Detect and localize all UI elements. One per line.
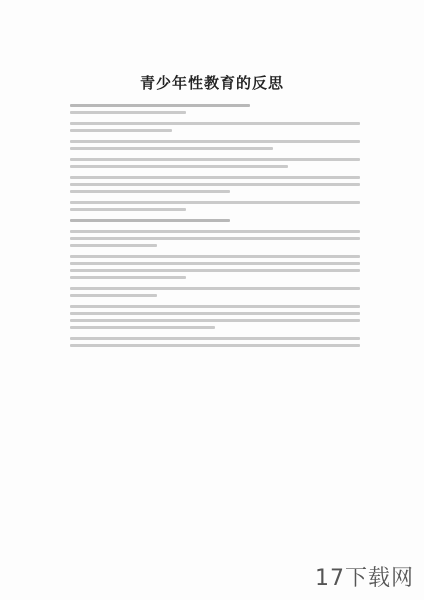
paragraph: [70, 158, 360, 168]
document-title: 青少年性教育的反思: [139, 74, 284, 92]
paragraph: [70, 305, 360, 329]
paragraph: [70, 140, 360, 150]
paragraph: [70, 122, 360, 132]
document-body: [70, 100, 360, 355]
paragraph: [70, 176, 360, 193]
paragraph: [70, 104, 360, 114]
paragraph: [70, 219, 360, 222]
paragraph: [70, 201, 360, 211]
paragraph: [70, 287, 360, 297]
paragraph: [70, 337, 360, 347]
paragraph: [70, 230, 360, 247]
paragraph: [70, 255, 360, 279]
site-watermark: 17下载网: [315, 566, 414, 591]
